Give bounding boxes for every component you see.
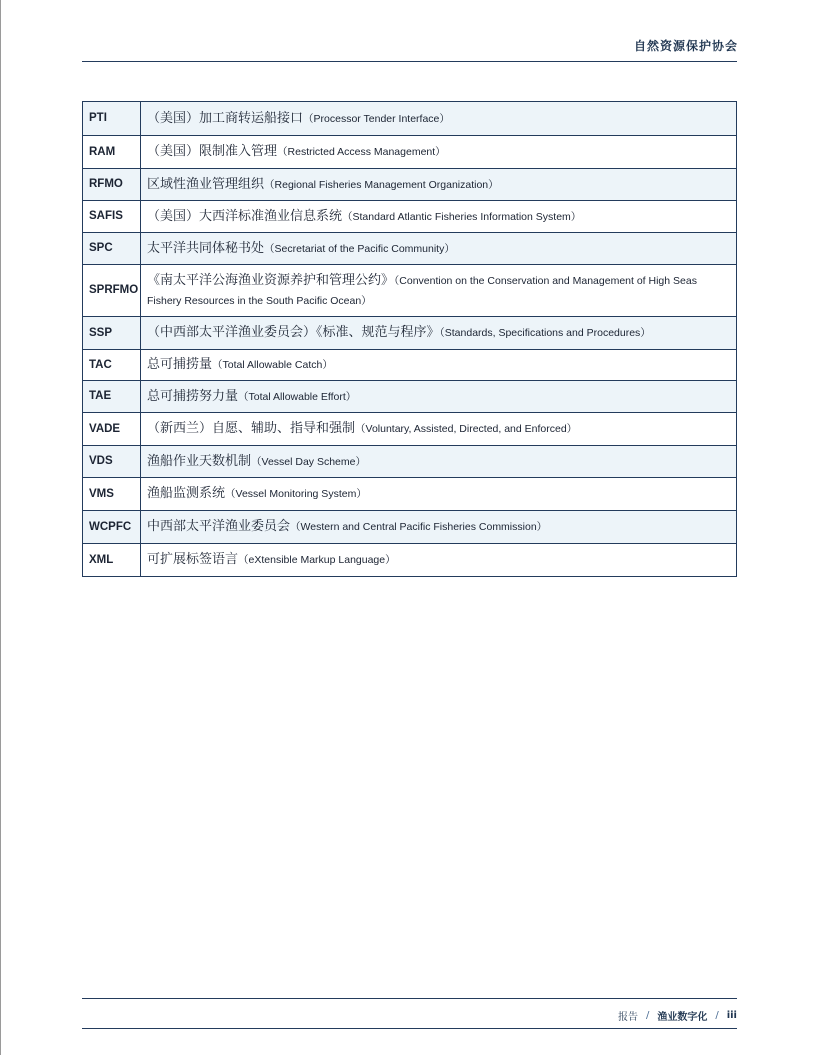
definition-chinese: 总可捕捞量 — [147, 357, 213, 372]
table-row — [83, 169, 737, 201]
left-edge-rule — [0, 0, 1, 1055]
abbreviation-cell: SAFIS — [83, 201, 141, 233]
abbreviation-cell: PTI — [83, 102, 141, 136]
abbreviation-cell: TAC — [83, 350, 141, 381]
definition-chinese: 渔船监测系统 — [147, 486, 226, 501]
definition-chinese: 渔船作业天数机制 — [147, 453, 252, 469]
definition-english: （eXtensible Markup Language） — [238, 554, 396, 566]
definition-cell — [141, 265, 737, 317]
definition-chinese: 区域性渔业管理组织 — [147, 176, 265, 192]
definition-english: （Western and Central Pacific Fisheries Commission） — [290, 521, 548, 533]
abbreviation-cell: SPC — [83, 233, 141, 265]
definition-cell — [141, 478, 737, 511]
table-row — [83, 511, 737, 544]
table-row — [83, 446, 737, 478]
abbreviation-cell: VADE — [83, 413, 141, 446]
definition-english: （Regional Fisheries Management Organization） — [264, 178, 499, 191]
definition-cell — [141, 381, 737, 413]
footer-divider-top — [82, 998, 737, 999]
definition-chinese: （美国）大西洋标准渔业信息系统 — [147, 208, 343, 224]
table-row — [83, 478, 737, 511]
header-divider — [82, 61, 737, 62]
definition-cell — [141, 350, 737, 381]
definition-chinese: （美国）加工商转运船接口 — [147, 110, 304, 126]
abbreviation-cell: RFMO — [83, 169, 141, 201]
definition-english: （Vessel Day Scheme） — [251, 455, 366, 468]
definition-cell — [141, 413, 737, 446]
table-row — [83, 413, 737, 446]
abbreviation-cell: WCPFC — [83, 511, 141, 544]
definition-chinese: （中西部太平洋渔业委员会）《标准、规范与程序》 — [147, 325, 440, 340]
table-row — [83, 233, 737, 265]
abbreviation-cell: TAE — [83, 381, 141, 413]
definition-chinese: （新西兰）自愿、辅助、指导和强制 — [147, 421, 356, 436]
abbreviation-table — [82, 101, 737, 577]
table-row — [83, 317, 737, 350]
abbreviation-cell: VDS — [83, 446, 141, 478]
definition-cell — [141, 233, 737, 265]
definition-english: （Convention on the Conservation and Management of High Seas Fishery Resources in the South Pacific Ocean） — [147, 274, 697, 307]
abbreviation-cell: SPRFMO — [83, 265, 141, 317]
table-row — [83, 102, 737, 136]
definition-chinese: 太平洋共同体秘书处 — [147, 240, 265, 256]
abbreviation-cell: RAM — [83, 136, 141, 169]
definition-english: （Standards, Specifications and Procedures） — [439, 327, 651, 339]
definition-english: （Total Allowable Effort） — [238, 390, 357, 403]
footer-separator: / — [645, 1010, 650, 1021]
page-number: iii — [726, 1010, 737, 1021]
footer-separator: / — [715, 1010, 719, 1021]
definition-english: （Secretariat of the Pacific Community） — [264, 242, 455, 255]
header-organization: 自然资源保护协会 — [633, 39, 738, 53]
table-row — [83, 350, 737, 381]
definition-chinese: （美国）限制准入管理 — [147, 144, 278, 159]
footer-report-label: 报告 — [617, 1012, 638, 1023]
definition-cell — [141, 102, 737, 136]
abbreviation-cell: XML — [83, 544, 141, 577]
definition-cell — [141, 169, 737, 201]
definition-english: （Standard Atlantic Fisheries Information System） — [342, 210, 582, 223]
table-row — [83, 381, 737, 413]
footer-report-title: 渔业数字化 — [657, 1012, 708, 1023]
definition-english: （Vessel Monitoring System） — [225, 488, 367, 500]
definition-english: （Processor Tender Interface） — [303, 112, 450, 125]
definition-cell — [141, 136, 737, 169]
table-row — [83, 136, 737, 169]
definition-chinese: 《南太平洋公海渔业资源养护和管理公约》 — [147, 272, 395, 288]
abbreviation-cell: SSP — [83, 317, 141, 350]
definition-cell — [141, 544, 737, 577]
definition-english: （Total Allowable Catch） — [212, 359, 333, 371]
footer — [618, 1008, 737, 1023]
table-row — [83, 544, 737, 577]
definition-cell — [141, 446, 737, 478]
definition-english: （Restricted Access Management） — [277, 146, 446, 158]
definition-cell — [141, 511, 737, 544]
abbreviation-cell: VMS — [83, 478, 141, 511]
definition-chinese: 可扩展标签语言 — [147, 552, 239, 567]
definition-cell — [141, 317, 737, 350]
definition-english: （Voluntary, Assisted, Directed, and Enforced） — [355, 423, 578, 435]
table-row — [83, 265, 737, 317]
definition-cell — [141, 201, 737, 233]
definition-chinese: 中西部太平洋渔业委员会 — [147, 519, 291, 534]
footer-divider-bottom — [82, 1028, 737, 1029]
table-row — [83, 201, 737, 233]
definition-chinese: 总可捕捞努力量 — [147, 388, 239, 404]
